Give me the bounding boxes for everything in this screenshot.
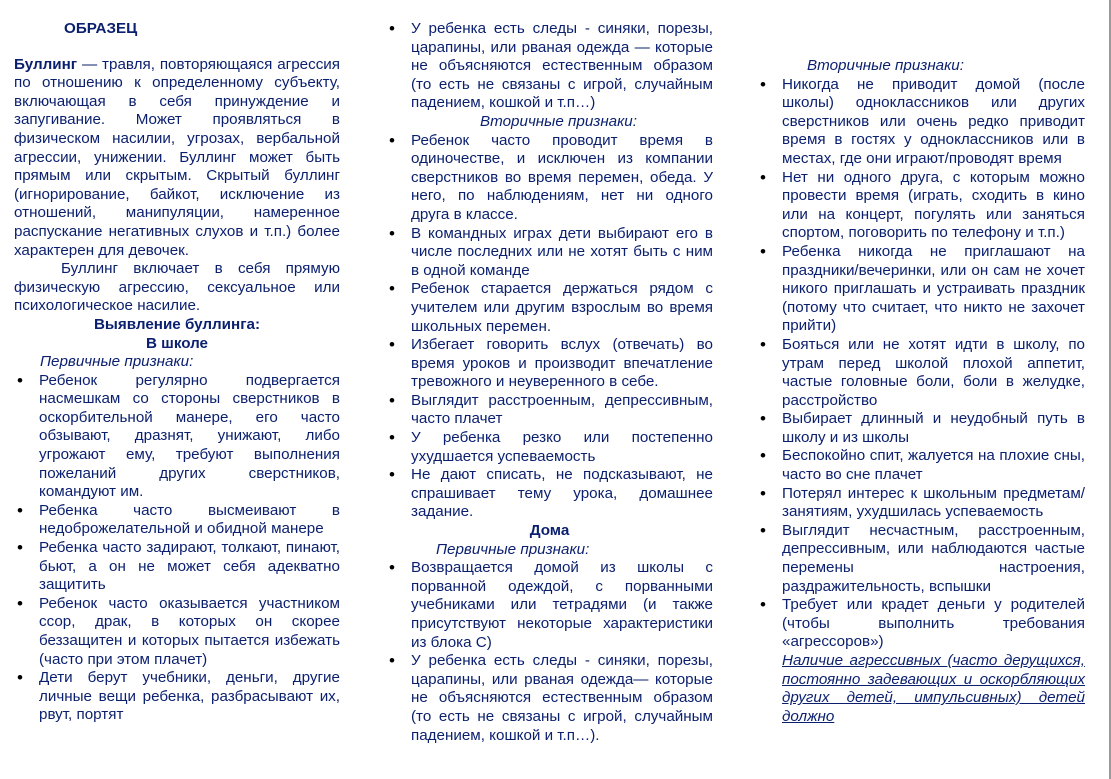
- home-secondary-list: [757, 76, 1085, 652]
- column-3: [757, 57, 1085, 726]
- secondary-signs-label: Вторичные признаки:: [480, 112, 637, 130]
- list-item: • Нет ни одного друга, с которым можно провести время (играть, сходить в кино или на концерт, погулять или заняться спортом, поговорить по телефону и т.п.): [757, 169, 1085, 243]
- list-item: • Беспокойно спит, жалуется на плохие сны, часто во сне плачет: [757, 447, 1085, 484]
- detection-heading: Выявление буллинга:: [93, 315, 261, 333]
- list-item: • Ребенка никогда не приглашают на праздники/вечеринки, или он сам не хочет никого приглашать и устраивать праздник (потому что считает, что никто не захочет прийти): [757, 243, 1085, 336]
- list-item: • Дети берут учебники, деньги, другие личные вещи ребенка, разбрасывают их, рвут, портят: [14, 669, 340, 725]
- definition-term: Буллинг: [14, 55, 78, 73]
- list-item: • Выбирает длинный и неудобный путь в школу и из школы: [757, 410, 1085, 447]
- list-item: • Не дают списать, не подсказывают, не спрашивает тему урока, домашнее задание.: [386, 466, 713, 522]
- primary-signs-label: Первичные признаки:: [40, 353, 194, 371]
- home-secondary-signs-label: Вторичные признаки:: [807, 57, 964, 74]
- list-item: • У ребенка есть следы - синяки, порезы, царапины, или рваная одежда— которые не объясняются естественным образом (то есть не связаны с игрой, случайным падением, кошкой и т.п…).: [386, 652, 713, 745]
- list-item: • Ребенка часто высмеивают в недоброжелательной и обидной манере: [14, 502, 340, 539]
- list-item: • Бояться или не хотят идти в школу, по утрам перед школой плохой аппетит, частые головные боли, боли в желудке, расстройство: [757, 336, 1085, 410]
- bullying-includes-paragraph: Буллинг включает в себя прямую физическую агрессию, сексуальное или психологическое насилие.: [14, 260, 340, 315]
- aggressive-children-note: Наличие агрессивных (часто дерущихся, постоянно задевающих и оскорбляющих других детей, импульсивных) детей должно: [782, 652, 1085, 725]
- home-heading: Дома: [529, 522, 570, 540]
- list-item: • Ребенок регулярно подвергается насмешкам со стороны сверстников в оскорбительной манере, его часто обзывают, дразнят, унижают, либо угрожают ему, требуют выполнения пожеланий других сверстников, командуют им.: [14, 372, 340, 502]
- list-item: • Требует или крадет деньги у родителей (чтобы выполнить требования «агрессоров»): [757, 596, 1085, 652]
- list-item: • В командных играх дети выбирают его в числе последних или не хотят быть с ним в одной команде: [386, 225, 713, 281]
- list-item: • Возвращается домой из школы с порванной одеждой, с порванными учебниками или тетрадями (и также присутствуют некоторые характеристики из блока С): [386, 559, 713, 652]
- school-secondary-list: [386, 132, 713, 522]
- list-item: • Потерял интерес к школьным предметам/занятиям, ухудшилась успеваемость: [757, 485, 1085, 522]
- school-primary-list: [14, 372, 340, 725]
- list-item: • Ребенка часто задирают, толкают, пинают, бьют, а он не может себя адекватно защитить: [14, 539, 340, 595]
- definition-paragraph: [14, 56, 340, 261]
- list-item: • Никогда не приводит домой (после школы) одноклассников или других сверстников или очень редко приводит время в гостях у одноклассников или в местах, где они играют/проводят время: [757, 76, 1085, 169]
- page-title: ОБРАЗЕЦ: [64, 20, 138, 37]
- list-item: • У ребенка есть следы - синяки, порезы, царапины, или рваная одежда — которые не объясняются естественным образом (то есть не связаны с игрой, случайным падением, кошкой и т.п…): [386, 20, 713, 113]
- column-2: [386, 20, 713, 745]
- school-primary-list-continued: [386, 20, 713, 113]
- list-item: • Ребенок часто оказывается участником ссор, драк, в которых он скорее беззащитен и которых пытается избежать (часто при этом плачет): [14, 595, 340, 669]
- list-item: • Выглядит несчастным, расстроенным, депрессивным, или наблюдаются частые перемены настроения, раздражительность, вспышки: [757, 522, 1085, 596]
- list-item: • У ребенка резко или постепенно ухудшается успеваемость: [386, 429, 713, 466]
- list-item: • Ребенок старается держаться рядом с учителем или другим взрослым во время школьных перемен.: [386, 280, 713, 336]
- definition-text: — травля, повторяющаяся агрессия по отношению к определенному субъекту, включающая в себя принуждение и запугивание. Может проявляться в физическом насилии, угрозах, вербальной агрессии, унижении. Буллинг может быть прямым или скрытым. Скрытый буллинг (игнорирование, байкот, исключение из отношений, манипуляции, намеренное распускание негативных слухов и т.п.) более характерен для девочек.: [14, 55, 340, 259]
- school-subheading: В школе: [145, 334, 209, 352]
- home-primary-signs-label: Первичные признаки:: [436, 540, 590, 558]
- column-1: [14, 0, 340, 725]
- list-item: • Выглядит расстроенным, депрессивным, часто плачет: [386, 392, 713, 429]
- list-item: • Избегает говорить вслух (отвечать) во время уроков и производит впечатление тревожного и неуверенного в себе.: [386, 336, 713, 392]
- list-item: • Ребенок часто проводит время в одиночестве, и исключен из компании сверстников во время перемен, обеда. У него, по наблюдениям, нет ни одного друга в классе.: [386, 132, 713, 225]
- home-primary-list: [386, 559, 713, 745]
